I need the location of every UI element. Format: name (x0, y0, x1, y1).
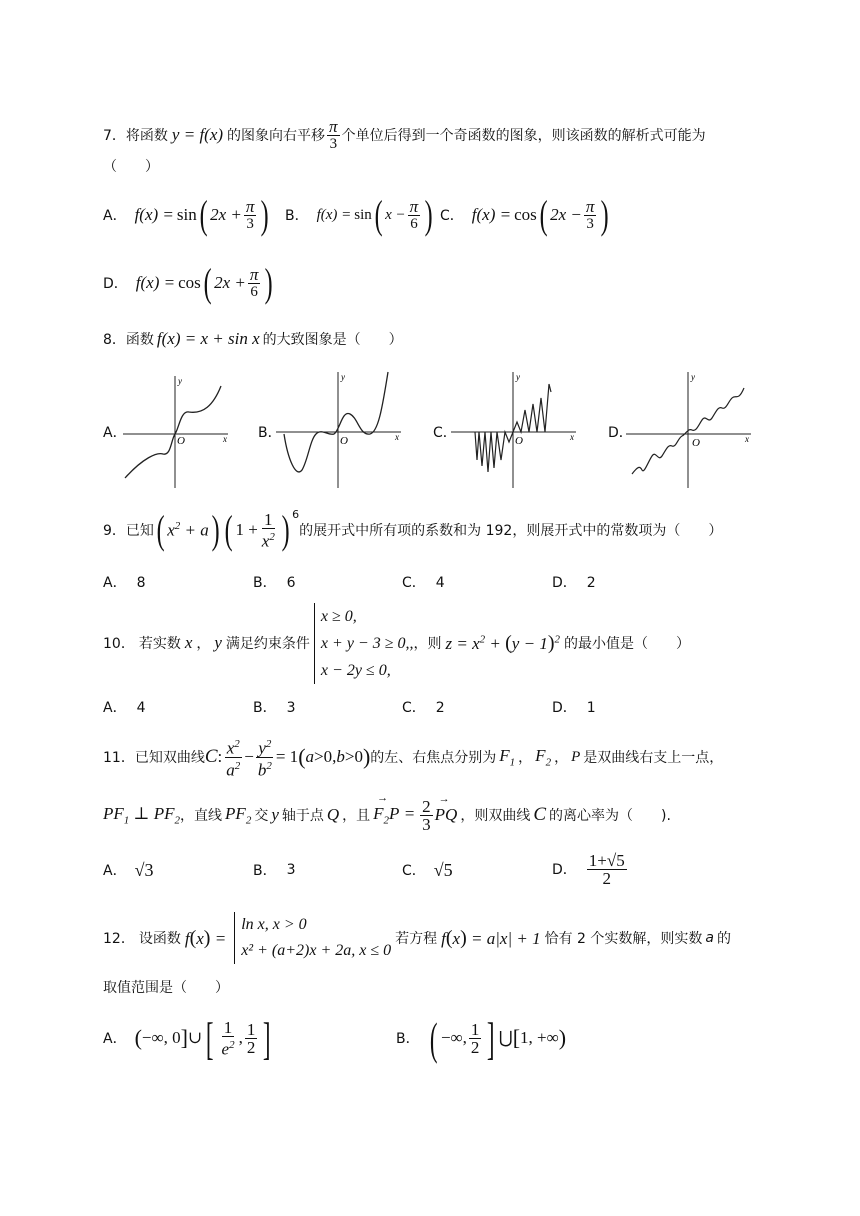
q7-formula: y = f(x) (171, 125, 224, 144)
q9-power: 6 (292, 507, 300, 521)
q9-number: 9． (103, 523, 126, 539)
origin-label: O (177, 435, 185, 447)
q8-text1: 函数 (125, 332, 154, 348)
origin-label: O (340, 435, 348, 447)
origin-label: O (692, 437, 700, 449)
q7-text1: 将函数 (125, 128, 168, 144)
q10-text4: 的最小值是（ ） (564, 636, 690, 652)
q10-number: 10． (103, 636, 135, 652)
q8-option-d-label: D． (608, 425, 633, 441)
q9-option-c[interactable]: C． 4 (402, 575, 445, 591)
y-axis-label: y (178, 376, 182, 386)
q9-text1: 已知 (125, 523, 154, 539)
q7-text2: 的图象向右平移 (227, 128, 326, 144)
q7-option-a[interactable]: A． f(x) = sin ( 2x + $\frac{\pi}{3}$ ) (103, 192, 270, 237)
q9-option-b[interactable]: B． 6 (253, 575, 296, 591)
q8-graph-c (451, 370, 581, 490)
q11-text2: 的左、右焦点分别为 (370, 750, 497, 766)
q10-option-a[interactable]: A． 4 (103, 700, 146, 716)
q12-text1: 设函数 (138, 931, 181, 947)
x-axis-label: x (223, 434, 227, 444)
q11-text3: ， (518, 750, 533, 766)
q10-option-c[interactable]: C． 2 (402, 700, 445, 716)
q12-stem: 12． 设函数 f(x) = ln x, x > 0 x² + (a+2)x + 2a, x ≤ 0 若方程 f(x) = a|x| + 1 恰有 2 个实数解，则实数 a 的 (103, 910, 731, 966)
q12-text2: 若方程 (395, 931, 438, 947)
q7-shift-fraction: $\frac{\pi}{3}$ (329, 116, 338, 152)
q10-stem: 10． 若实数 x ， y 满足约束条件 x ≥ 0, x + y − 3 ≥ 0,, x − 2y ≤ 0, ，则 $z = x^2 + (y - 1)^2$ 的最小值是（ ） (103, 600, 690, 686)
origin-label: O (515, 435, 523, 447)
q11-number: 11． (103, 750, 135, 766)
q12-piecewise: ln x, x > 0 x² + (a+2)x + 2a, x ≤ 0 (234, 912, 391, 964)
q11-text10: 的离心率为（ ). (549, 808, 671, 824)
q8-graph-a (123, 370, 233, 490)
q7-option-d-label: D． (103, 276, 128, 292)
q7-paren: （ ） (103, 159, 159, 175)
q10-text2: 满足约束条件 (225, 636, 310, 652)
q9-stem: 9． 已知 ( $x^2 + a$ ) ( 1 + $\frac{1}{x^2}$ ) $^6$ 的展开式中所有项的系数和为 192，则展开式中的常数项为（ ） (103, 507, 723, 552)
q12-text4: 的 (717, 931, 731, 947)
q8-number: 8． (103, 332, 126, 348)
q10-constraints: x ≥ 0, x + y − 3 ≥ 0,, x − 2y ≤ 0, (314, 603, 414, 684)
q11-option-c[interactable]: C． √5 (402, 859, 453, 880)
y-axis-label: y (341, 372, 345, 382)
q11-text7: 轴于点 (281, 808, 324, 824)
q11-text8: ，且 (342, 808, 371, 824)
q7-stem (103, 110, 706, 160)
q8-option-d[interactable] (608, 370, 758, 490)
q8-stem (103, 327, 403, 351)
q11-text4: 是双曲线右支上一点， (583, 750, 724, 766)
q7-number: 7． (103, 128, 126, 144)
q7-text3: 个单位后得到一个奇函数的图象，则该函数的解析式可能为 (341, 128, 706, 144)
q11-text6: 交 (254, 808, 269, 824)
q12-line2: 取值范围是（ ） (103, 980, 229, 996)
q12-number: 12． (103, 931, 135, 947)
q11-stem-line2: $PF_1$ ⊥ $PF_2$ ，直线 $PF_2$ 交 y 轴于点 Q ，且 $F_2P$ → = $\frac{2}{3}$ PQ → ，则双曲线 C 的离心率为（ ). (103, 791, 671, 834)
q7-option-b[interactable]: B． f(x) = sin ( x − $\frac{\pi}{6}$ ) (285, 192, 433, 237)
q7-option-b-label: B． (285, 208, 309, 224)
q11-text9: ，则双曲线 (460, 808, 531, 824)
q8-option-a-label: A． (103, 425, 127, 441)
q11-option-b[interactable]: B． 3 (253, 862, 296, 879)
q7-option-a-label: A． (103, 208, 127, 224)
q10-option-d[interactable]: D． 1 (552, 700, 596, 716)
q8-option-c[interactable] (433, 370, 583, 490)
q11-option-d[interactable]: D． $\frac{1+√5}{2}$ (552, 850, 625, 888)
q11-text1: 已知双曲线 (134, 750, 205, 766)
q8-option-c-label: C． (433, 425, 457, 441)
q7-option-d[interactable]: D． f(x) = cos ( 2x + $\frac{\pi}{6}$ ) (103, 260, 274, 305)
q12-option-a[interactable]: A． ( −∞, 0 ] ∪ [ $\frac{1}{e^2}$ , $\frac{1}{2}$ ] (103, 1012, 271, 1064)
x-axis-label: x (395, 432, 399, 442)
q9-text2: 的展开式中所有项的系数和为 192，则展开式中的常数项为（ ） (299, 523, 723, 539)
q10-text3: ，则 (413, 636, 442, 652)
q8-graph-d (626, 370, 756, 490)
y-axis-label: y (691, 372, 695, 382)
q11-stem-line1: 11． 已知双曲线 C : $\frac{x^2}{a^2}$ − $\frac{y^2}{b^2}$ = 1 ( a >0, b >0 ) 的左、右焦点分别为 $F_1$ ， $F_2$ ， P 是双曲线右支上一点， (103, 737, 724, 780)
y-axis-label: y (516, 372, 520, 382)
x-axis-label: x (745, 434, 749, 444)
q8-text2: 的大致图象是（ ） (262, 332, 403, 348)
q10-text1: 若实数 (138, 636, 181, 652)
q10-option-b[interactable]: B． 3 (253, 700, 296, 716)
q8-option-b-label: B． (258, 425, 282, 441)
q8-option-b[interactable] (258, 370, 408, 490)
q7-option-c[interactable]: C． f(x) = cos ( 2x − $\frac{\pi}{3}$ ) (440, 192, 610, 237)
q9-option-d[interactable]: D． 2 (552, 575, 596, 591)
x-axis-label: x (570, 432, 574, 442)
q8-graph-b (276, 370, 406, 490)
q8-option-a[interactable] (103, 370, 233, 490)
q9-option-a[interactable]: A． 8 (103, 575, 146, 591)
q12-option-b[interactable]: B． ( −∞, $\frac{1}{2}$ ] ⋃ [ 1, +∞ ) (396, 1012, 567, 1064)
q12-text3: 恰有 2 个实数解，则实数 (544, 931, 703, 947)
q8-formula: f(x) = x + sin x (156, 329, 260, 348)
q11-option-d-fraction: $\frac{1+√5}{2}$ (588, 850, 625, 888)
q11-option-a[interactable]: A． √3 (103, 859, 154, 880)
q11-text5: ，直线 (180, 808, 223, 824)
q7-option-c-label: C． (440, 208, 464, 224)
